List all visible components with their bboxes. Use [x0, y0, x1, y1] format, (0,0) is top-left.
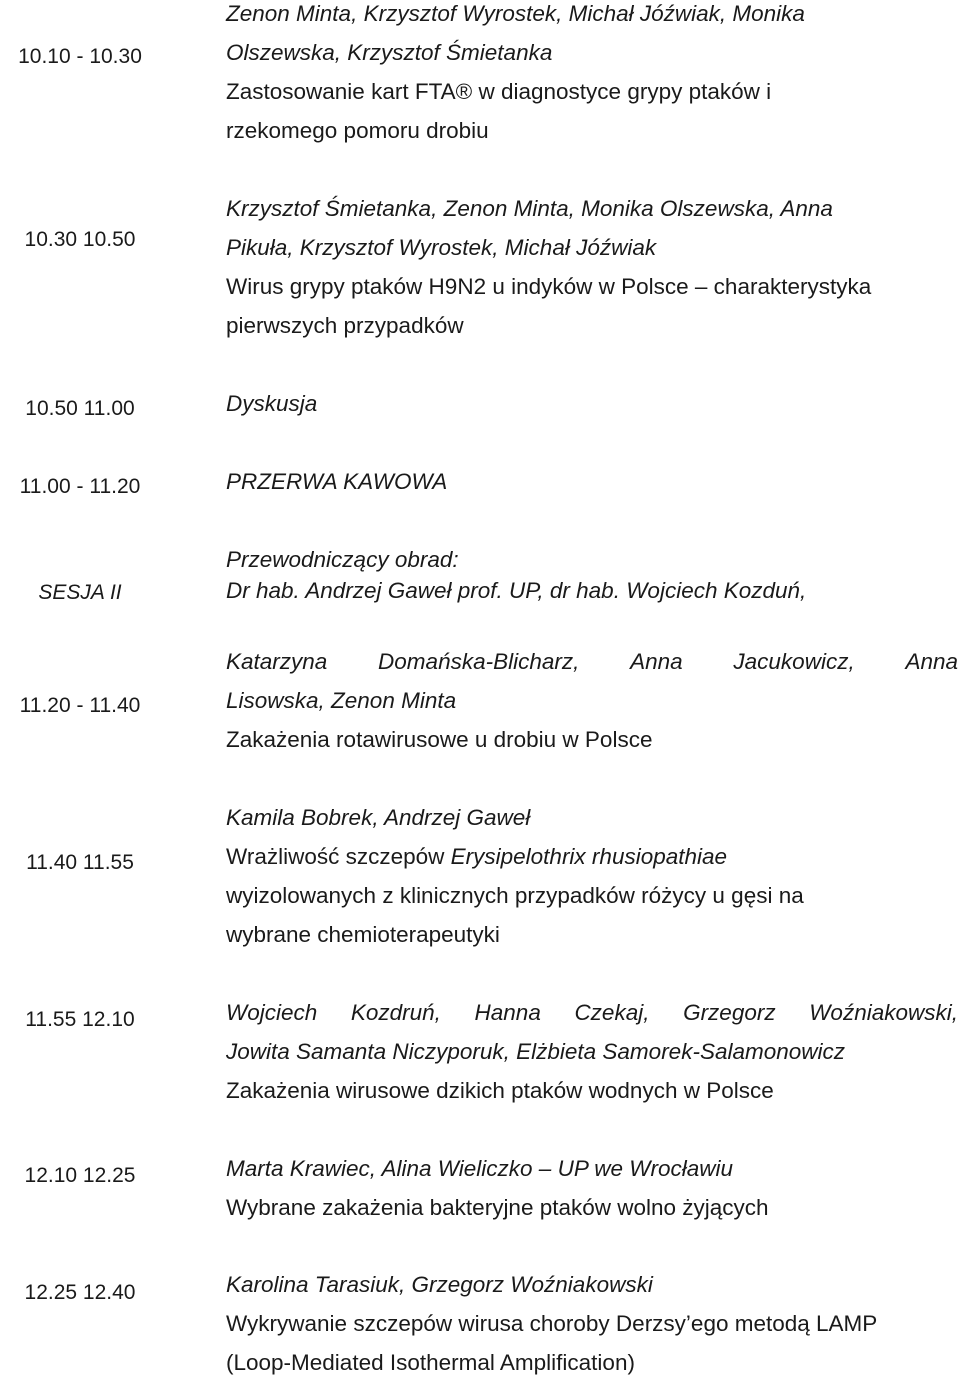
discussion-label: Dyskusja [226, 391, 318, 416]
talk-title-line: Zakażenia wirusowe dzikich ptaków wodnych w Polsce [226, 1078, 774, 1103]
entry-content [226, 0, 958, 150]
talk-title-line: (Loop-Mediated Isothermal Amplification) [226, 1350, 635, 1375]
entry-content [226, 1265, 958, 1382]
author-word: Katarzyna [226, 649, 328, 674]
entry-content [226, 189, 958, 345]
authors-line: Krzysztof Śmietanka, Zenon Minta, Monika Olszewska, Anna [226, 196, 833, 221]
talk-title-line: Wirus grypy ptaków H9N2 u indyków w Polsce – charakterystyka [226, 274, 872, 299]
talk-title-line: Wybrane zakażenia bakteryjne ptaków wolno żyjących [226, 1195, 769, 1220]
coffee-break-label: PRZERWA KAWOWA [226, 469, 448, 494]
time-slot: 10.50 11.00 [25, 397, 135, 420]
authors-line [226, 993, 958, 1032]
author-word: Anna [630, 649, 683, 674]
author-word: Kozdruń, [350, 1000, 441, 1025]
talk-title-line: Zastosowanie kart FTA® w diagnostyce grypy ptaków i [226, 79, 772, 104]
author-word: Wojciech [226, 1000, 318, 1025]
author-word: Grzegorz [683, 1000, 776, 1025]
entry-content [226, 642, 958, 759]
time-slot: 11.40 11.55 [26, 851, 134, 874]
time-slot: 11.55 12.10 [25, 1008, 135, 1031]
authors-line [226, 642, 958, 681]
entry-content [226, 798, 958, 954]
time-slot: 10.10 - 10.30 [18, 45, 142, 68]
talk-title-line: pierwszych przypadków [226, 313, 464, 338]
chair-names: Dr hab. Andrzej Gaweł prof. UP, dr hab. Wojciech Kozduń, [226, 578, 807, 603]
author-word: Jacukowicz, [733, 649, 855, 674]
authors-line: Olszewska, Krzysztof Śmietanka [226, 40, 553, 65]
chair-label: Przewodniczący obrad: [226, 547, 459, 572]
time-slot: 11.00 - 11.20 [19, 475, 141, 498]
author-word: Hanna [474, 1000, 541, 1025]
authors-line: Kamila Bobrek, Andrzej Gaweł [226, 805, 531, 830]
authors-line: Marta Krawiec, Alina Wieliczko – UP we Wrocławiu [226, 1156, 734, 1181]
authors-line: Karolina Tarasiuk, Grzegorz Woźniakowski [226, 1272, 653, 1297]
author-word: Czekaj, [574, 1000, 650, 1025]
entry-content [226, 993, 958, 1110]
time-slot: 12.25 12.40 [24, 1281, 136, 1304]
talk-title-line: Wykrywanie szczepów wirusa choroby Derzsy’ego metodą LAMP [226, 1311, 878, 1336]
species-name: Erysipelothrix rhusiopathiae [450, 844, 728, 869]
entry-content [226, 1149, 958, 1227]
time-slot: 12.10 12.25 [24, 1164, 136, 1187]
session-label: SESJA II [38, 581, 122, 604]
talk-title-line: wyizolowanych z klinicznych przypadków różycy u gęsi na [226, 883, 804, 908]
entry-content [226, 384, 958, 423]
talk-title-line: rzekomego pomoru drobiu [226, 118, 489, 143]
authors-line: Zenon Minta, Krzysztof Wyrostek, Michał Jóźwiak, Monika [226, 1, 805, 26]
entry-content [226, 462, 958, 501]
author-word: Domańska-Blicharz, [378, 649, 580, 674]
talk-title-line: wybrane chemioterapeutyki [226, 922, 500, 947]
talk-title-line [226, 837, 958, 876]
authors-line: Jowita Samanta Niczyporuk, Elżbieta Samorek-Salamonowicz [226, 1039, 846, 1064]
title-text: Wrażliwość szczepów [226, 844, 451, 869]
talk-title-line: Zakażenia rotawirusowe u drobiu w Polsce [226, 727, 653, 752]
author-word: Woźniakowski, [809, 1000, 958, 1025]
session-chairs [226, 540, 958, 610]
time-slot: 10.30 10.50 [24, 228, 136, 251]
author-word: Anna [905, 649, 958, 674]
time-slot: 11.20 - 11.40 [19, 694, 141, 717]
authors-line: Lisowska, Zenon Minta [226, 688, 457, 713]
authors-line: Pikuła, Krzysztof Wyrostek, Michał Jóźwiak [226, 235, 657, 260]
